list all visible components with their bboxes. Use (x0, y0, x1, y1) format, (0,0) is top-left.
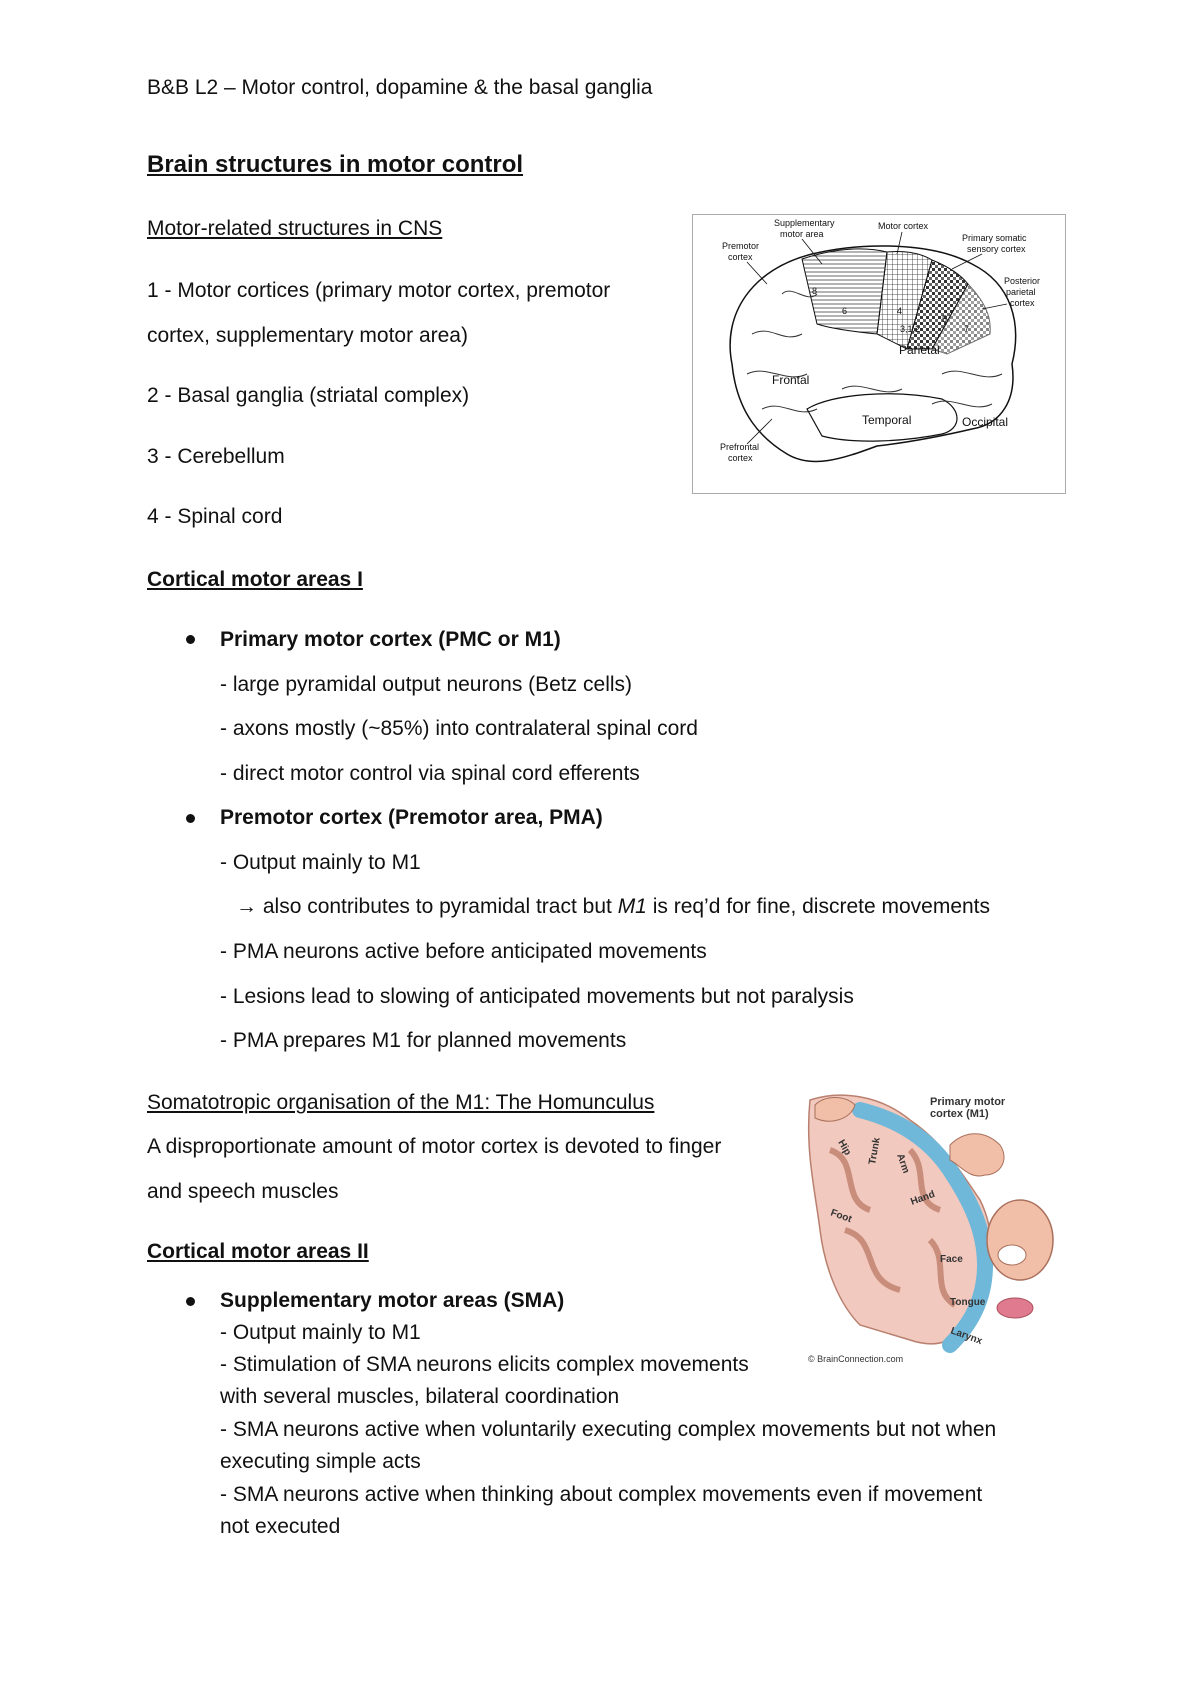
label-area-4: 4 (897, 306, 903, 316)
pma-line-1: - Output mainly to M1 (220, 851, 421, 874)
label-supplementary: Supplementary (774, 218, 835, 228)
label-motor-area: motor area (780, 229, 824, 239)
label-temporal: Temporal (862, 413, 912, 427)
label-frontal: Frontal (772, 373, 810, 387)
pma-arrow-text-em: M1 (617, 895, 647, 918)
pma-arrow-text-pre: also contributes to pyramidal tract but (262, 895, 618, 918)
homunculus-line-1: A disproportionate amount of motor cortex is devoted to finger (147, 1135, 722, 1158)
label-area-312: 3,1,2 (900, 324, 921, 334)
list-item-2: 2 - Basal ganglia (striatal complex) (147, 384, 470, 407)
pmc-line-3: - direct motor control via spinal cord efferents (220, 762, 640, 785)
label-area-7: 7 (964, 324, 970, 334)
homunculus-figure (800, 1090, 1070, 1370)
label-tongue: Tongue (950, 1297, 986, 1308)
label-primary-somatic: Primary somatic (962, 233, 1027, 243)
label-prefrontal: Prefrontal (720, 442, 760, 452)
homunculus-line-2: and speech muscles (147, 1180, 339, 1203)
sma-line-4: - SMA neurons active when voluntarily executing complex movements but not when (220, 1418, 997, 1441)
pma-arrow-text-post: is req’d for fine, discrete movements (646, 895, 991, 918)
label-posterior: Posterior (1004, 276, 1041, 286)
homunculus-diagram (800, 1090, 1070, 1370)
bullet-pma (186, 814, 195, 823)
sma-line-5: executing simple acts (220, 1450, 421, 1473)
homunculus-mouth (998, 1245, 1026, 1265)
sma-line-7: not executed (220, 1515, 341, 1538)
label-prefrontal-cortex: cortex (728, 453, 753, 463)
section-heading-cns: Motor-related structures in CNS (147, 217, 443, 240)
list-item-1a: 1 - Motor cortices (primary motor cortex, premotor (147, 279, 611, 302)
pma-line-4: - PMA prepares M1 for planned movements (220, 1029, 627, 1052)
brain-figure (692, 214, 1066, 494)
arrow-icon: → (236, 895, 257, 918)
homunculus-tongue (997, 1298, 1033, 1318)
label-parietal-cortex: cortex (1010, 298, 1035, 308)
label-parietal-small: parietal (1006, 287, 1036, 297)
label-premotor: Premotor (722, 241, 760, 251)
label-area-6: 6 (842, 306, 848, 316)
label-face: Face (940, 1254, 963, 1265)
list-item-3: 3 - Cerebellum (147, 445, 285, 468)
label-arm: Arm (894, 1152, 912, 1175)
pmc-line-1: - large pyramidal output neurons (Betz cells) (220, 673, 633, 696)
label-larynx: Larynx (948, 1325, 984, 1348)
sma-line-6: - SMA neurons active when thinking about complex movements even if movement (220, 1483, 983, 1506)
label-occipital: Occipital (962, 415, 1009, 429)
label-area-8: 8 (812, 286, 818, 296)
homunculus-head (987, 1200, 1053, 1280)
label-area-5: 5 (942, 314, 948, 324)
section-heading-homunculus: Somatotropic organisation of the M1: The Homunculus (147, 1091, 655, 1114)
pma-line-2: - PMA neurons active before anticipated movements (220, 940, 707, 963)
document-header: B&B L2 – Motor control, dopamine & the basal ganglia (147, 76, 653, 99)
sma-line-3: with several muscles, bilateral coordination (220, 1385, 620, 1408)
label-foot: Foot (828, 1207, 854, 1226)
label-sensory-cortex: sensory cortex (967, 244, 1026, 254)
section-heading-cortical-2: Cortical motor areas II (147, 1240, 369, 1263)
bullet-pmc (186, 635, 195, 644)
pmc-line-2: - axons mostly (~85%) into contralateral spinal cord (220, 717, 698, 740)
sma-line-1: - Output mainly to M1 (220, 1321, 421, 1344)
bullet-sma (186, 1297, 195, 1306)
list-item-1b: cortex, supplementary motor area) (147, 324, 468, 347)
pma-title: Premotor cortex (Premotor area, PMA) (220, 806, 603, 829)
sma-title: Supplementary motor areas (SMA) (220, 1289, 565, 1312)
label-motor-cortex: Motor cortex (878, 221, 929, 231)
sma-line-2: - Stimulation of SMA neurons elicits complex movements (220, 1353, 749, 1376)
label-premotor-cortex: cortex (728, 252, 753, 262)
page-title: Brain structures in motor control (147, 151, 524, 178)
label-trunk: Trunk (867, 1136, 883, 1166)
label-hand: Hand (909, 1188, 937, 1208)
pmc-title: Primary motor cortex (PMC or M1) (220, 628, 561, 651)
label-primary-motor: Primary motor (930, 1096, 1006, 1108)
list-item-4: 4 - Spinal cord (147, 505, 283, 528)
section-heading-cortical-1: Cortical motor areas I (147, 568, 363, 591)
pma-line-3: - Lesions lead to slowing of anticipated movements but not paralysis (220, 985, 854, 1008)
figure-credit: © BrainConnection.com (808, 1354, 904, 1364)
label-cortex-m1: cortex (M1) (930, 1108, 989, 1120)
label-parietal: Parietal (899, 343, 940, 357)
label-hip: Hip (835, 1138, 853, 1158)
brain-diagram (692, 214, 1066, 494)
pma-arrow-line (236, 895, 990, 919)
